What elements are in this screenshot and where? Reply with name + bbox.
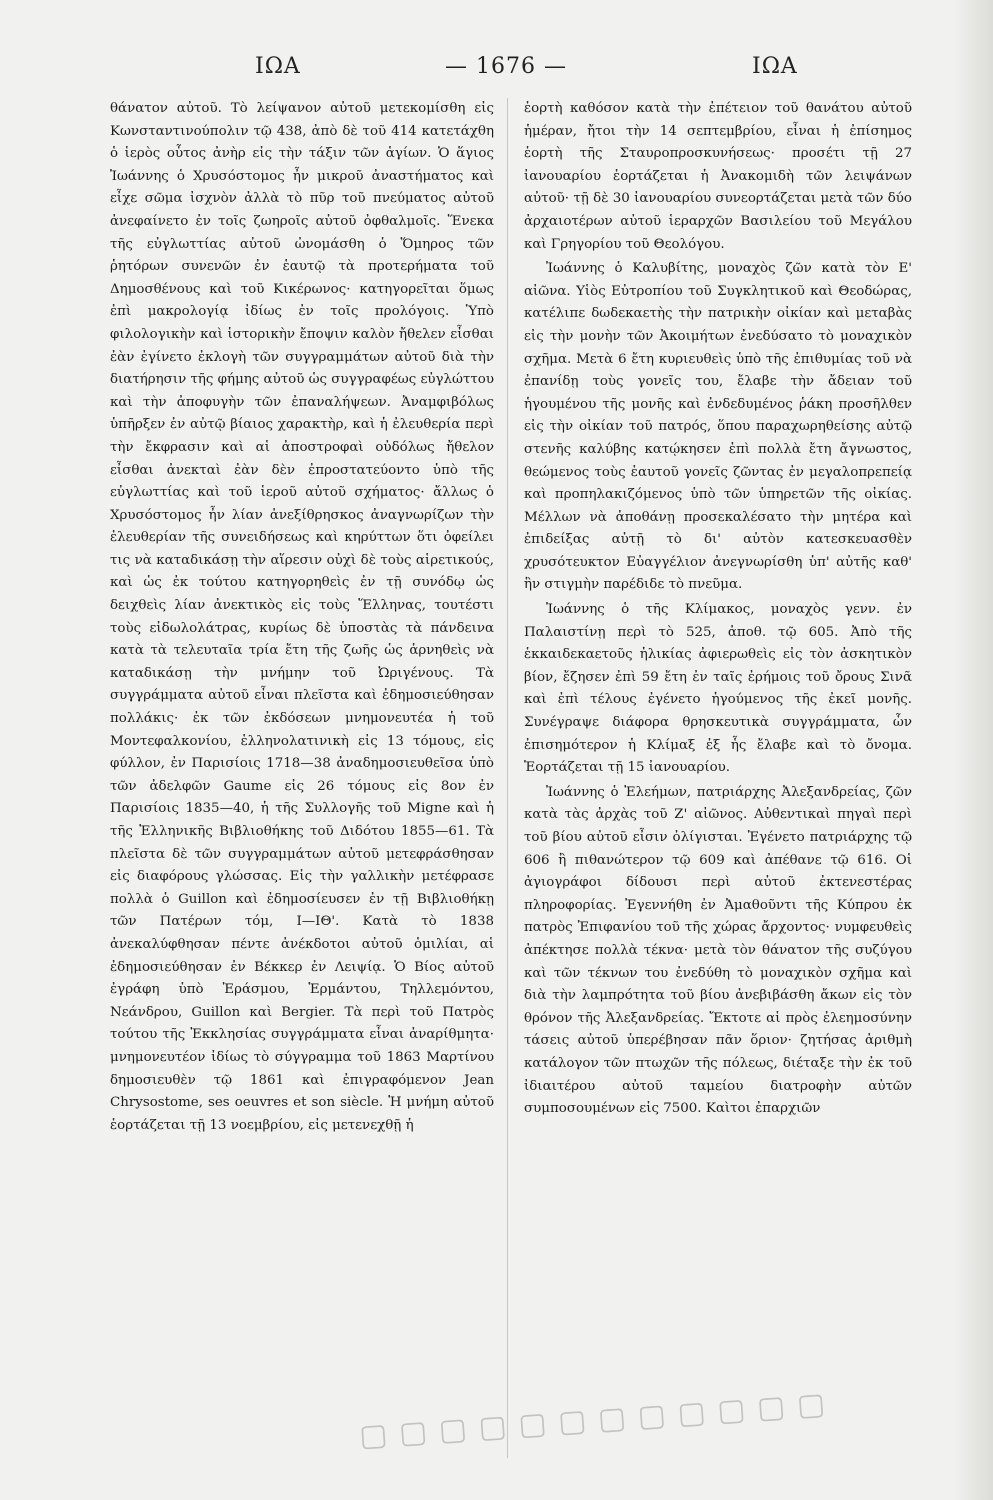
page-number: — 1676 — <box>445 54 567 79</box>
page-edge-shadow <box>953 0 993 1500</box>
header-right-keyword: ΙΩΑ <box>752 54 798 79</box>
column-divider <box>507 98 508 1458</box>
header-left-keyword: ΙΩΑ <box>255 54 301 79</box>
library-watermark: ▢ ▢ ▢ ▢ ▢ ▢ ▢ ▢ ▢ ▢ ▢ ▢ <box>357 1386 828 1454</box>
entry-ioannes-kalyvites: Ἰωάννης ὁ Καλυβίτης, μοναχὸς ζῶν κατὰ τὸν Ε' αἰῶνα. Υἱὸς Εὐτροπίου τοῦ Συγκλητικοῦ καὶ Θεοδώρας, κατέλιπε δωδεκαετὴς τὴν πατρικὴν οἰκίαν καὶ μεταβὰς εἰς τὴν μονὴν τῶν Ἀκοιμήτων ἐνεδύσατο τὸ μοναχικὸν σχῆμα. Μετὰ 6 ἔτη κυριευθεὶς ὑπὸ τῆς ἐπιθυμίας τοῦ νὰ ἐπανίδῃ τοὺς γονεῖς του, ἔλαβε τὴν ἄδειαν τοῦ ἡγουμένου τῆς μονῆς καὶ ἐνδεδυμένος ῥάκη προσῆλθεν εἰς τὴν οἰκίαν τοῦ πατρός, ὅπου παραχωρηθείσης αὐτῷ στενῆς καλύβης κατῴκησεν ἐπὶ πολλὰ ἔτη ἄγνωστος, θεώμενος τοὺς ἑαυτοῦ γονεῖς ζῶντας ἐν μεγαλοπρεπείᾳ καὶ προπηλακιζόμενος ὑπὸ τῶν ὑπηρετῶν τῆς οἰκίας. Μέλλων νὰ ἀποθάνῃ προσεκαλέσατο τὴν μητέρα καὶ ἐπιδείξας αὐτῇ τὸ δι' αὐτὸν κατεσκευασθὲν χρυσότευκτον Εὐαγγέλιον ἀνεγνωρίσθη ὑπ' αὐτῆς καθ' ἣν στιγμὴν παρέδιδε τὸ πνεῦμα. <box>524 261 912 593</box>
right-column <box>524 98 912 1468</box>
left-column <box>110 98 494 1468</box>
right-paragraph: ἑορτὴ καθόσον κατὰ τὴν ἐπέτειον τοῦ θανάτου αὐτοῦ ἡμέραν, ἤτοι τὴν 14 σεπτεμβρίου, εἶναι ἡ ἐπίσημος ἑορτὴ τῆς Σταυροπροσκυνήσεως· προσέτι τῇ 27 ἰανουαρίου ἑορτάζεται ἡ Ἀνακομιδὴ τῶν λειψάνων αὐτοῦ· τῇ δὲ 30 ἰανουαρίου συνεορτάζεται μετὰ τῶν δύο ἀρχαιοτέρων αὐτοῦ ἱεραρχῶν Βασιλείου τοῦ Μεγάλου καὶ Γρηγορίου τοῦ Θεολόγου. <box>524 101 912 252</box>
entry-ioannes-klimakos: Ἰωάννης ὁ τῆς Κλίμακος, μοναχὸς γενν. ἐν Παλαιστίνῃ περὶ τὸ 525, ἀποθ. τῷ 605. Ἀπὸ τῆς ἑκκαιδεκαετοῦς ἡλικίας ἀφιερωθεὶς εἰς τὸν ἀσκητικὸν βίον, ἔζησεν ἐπὶ 59 ἔτη ἐν ταῖς ἐρήμοις τοῦ ὄρους Σινᾶ καὶ ἐπὶ τέλους ἐγένετο ἡγούμενος τῆς ἐκεῖ μονῆς. Συνέγραψε διάφορα θρησκευτικὰ συγγράμματα, ὧν ἐπισημότερον ἡ Κλίμαξ ἐξ ἧς ἔλαβε καὶ τὸ ὄνομα. Ἑορτάζεται τῇ 15 ἰανουαρίου. <box>524 602 912 776</box>
entry-ioannes-eleemon: Ἰωάννης ὁ Ἐλεήμων, πατριάρχης Ἀλεξανδρείας, ζῶν κατὰ τὰς ἀρχὰς τοῦ Ζ' αἰῶνος. Αὐθεντικαὶ πηγαὶ περὶ τοῦ βίου αὐτοῦ εἶσιν ὀλίγισται. Ἐγένετο πατριάρχης τῷ 606 ἢ πιθανώτερον τῷ 609 καὶ ἀπέθανε τῷ 616. Οἱ ἀγιογράφοι δίδουσι περὶ αὐτοῦ ἐκτενεστέρας πληροφορίας. Ἐγεννήθη ἐν Ἀμαθοῦντι τῆς Κύπρου ἐκ πατρὸς Ἐπιφανίου τοῦ τῆς χώρας ἄρχοντος· νυμφευθεὶς ἀπέκτησε πολλὰ τέκνα· μετὰ τὸν θάνατον τῆς συζύγου καὶ τῶν τέκνων του ἐνεδύθη τὸ μοναχικὸν σχῆμα καὶ διὰ τὴν λαμπρότητα τοῦ βίου ἀνεβιβάσθη ἄκων εἰς τὸν θρόνον τῆς Ἀλεξανδρείας. Ἔκτοτε αἱ πρὸς ἐλεημοσύνην τάσεις αὐτοῦ ὑπερέβησαν πᾶν ὅριον· ζητήσας ἀριθμὴ κατάλογον τῶν πτωχῶν τῆς πόλεως, διέταξε τὴν ἐκ τοῦ ἰδιαιτέρου αὐτοῦ ταμείου διατροφὴν αὐτῶν συμποσουμένων εἰς 7500. Καὶτοι ἐπαρχιῶν <box>524 784 912 1117</box>
left-paragraph: θάνατον αὐτοῦ. Τὸ λείψανον αὐτοῦ μετεκομίσθη εἰς Κωνσταντινούπολιν τῷ 438, ἀπὸ δὲ τοῦ 414 κατετάχθη ὁ ἱερὸς οὗτος ἀνὴρ εἰς τὴν τάξιν τῶν ἁγίων. Ὁ ἅγιος Ἰωάννης ὁ Χρυσόστομος ἦν μικροῦ ἀναστήματος καὶ εἶχε σῶμα ἰσχνὸν ἀλλὰ τὸ πῦρ τοῦ πνεύματος αὐτοῦ ἀνεφαίνετο ἐν τοῖς ζωηροῖς αὐτοῦ ὀφθαλμοῖς. Ἕνεκα τῆς εὐγλωττίας αὐτοῦ ὠνομάσθη ὁ Ὅμηρος τῶν ῥητόρων συνενῶν ἐν ἑαυτῷ τὰ προτερήματα τοῦ Δημοσθένους καὶ τοῦ Κικέρωνος· κατηγορεῖται ὅμως ἐπὶ μακρολογίᾳ ἰδίως ἐν τοῖς προλόγοις. Ὑπὸ φιλολογικὴν καὶ ἱστορικὴν ἔποψιν καλὸν ἤθελεν εἶσθαι ἐὰν ἐγίνετο ἐκλογὴ τῶν συγγραμμάτων αὐτοῦ διὰ τὴν διατήρησιν τῆς φήμης αὐτοῦ ὡς συγγραφέως εὐγλώττου καὶ τὴν ἀποφυγὴν τῶν ἐπαναλήψεων. Ἀναμφιβόλως ὑπῆρξεν ἐν αὐτῷ βίαιος χαρακτὴρ, καὶ ἡ ἐλευθερία περὶ τὴν ἔκφρασιν καὶ αἱ ἀποστροφαὶ οὐδόλως ἤθελον εἶσθαι ἀνεκταὶ ἐὰν δὲν ἐπροστατεύοντο ὑπὸ τῆς εὐγλωττίας καὶ τοῦ ἱεροῦ αὐτοῦ σχήματος· ἄλλως ὁ Χρυσόστομος ἦν λίαν ἀνεξίθρησκος ἀναγνωρίζων τὴν ἐλευθερίαν τῆς συνειδήσεως καὶ κηρύττων ὅτι ὀφείλει τις νὰ καταδικάσῃ τὴν αἵρεσιν οὐχὶ δὲ τοὺς αἱρετικούς, καὶ ὡς ἐκ τούτου κατηγορηθεὶς ἐν τῇ συνόδῳ ὡς δειχθεὶς λίαν ἀνεκτικὸς εἰς τοὺς Ἕλληνας, τουτέστι τοὺς εἰδωλολάτρας, κυρίως δὲ ὑποστὰς τὰ πάνδεινα κατὰ τὰ τελευταῖα τρία ἔτη τῆς ζωῆς ὡς ἀρνηθεὶς νὰ καταδικάσῃ τὴν μνήμην τοῦ Ὠριγένους. Τὰ συγγράμματα αὐτοῦ εἶναι πλεῖστα καὶ ἐδημοσιεύθησαν πολλάκις· ἐκ τῶν ἐκδόσεων μνημονευτέα ἡ τοῦ Μοντεφαλκονίου, ἑλληνολατινικὴ εἰς 13 τόμους, εἰς φύλλον, ἐν Παρισίοις 1718—38 ἀναδημοσιευθεῖσα ὑπὸ τῶν ἀδελφῶν Gaume εἰς 26 τόμους εἰς 8ον ἐν Παρισίοις 1835—40, ἡ τῆς Συλλογῆς τοῦ Migne καὶ ἡ τῆς Ἑλληνικῆς Βιβλιοθήκης τοῦ Διδότου 1855—61. Τὰ πλεῖστα δὲ τῶν συγγραμμάτων αὐτοῦ μετεφράσθησαν εἰς διαφόρους γλώσσας. Εἰς τὴν γαλλικὴν μετέφρασε πολλὰ ὁ Guillon καὶ ἐδημοσίευσεν ἐν τῇ Βιβλιοθήκῃ τῶν Πατέρων τόμ, Ι—ΙΘ'. Κατὰ τὸ 1838 ἀνεκαλύφθησαν πέντε ἀνέκδοτοι αὐτοῦ ὁμιλίαι, αἱ ἐδημοσιεύθησαν ἐν Βέκκερ ἐν Λειψίᾳ. Ὁ Βίος αὐτοῦ ἐγράφη ὑπὸ Ἐράσμου, Ἑρμάντου, Τηλλεμόντου, Νεάνδρου, Guillon καὶ Bergier. Τὰ περὶ τοῦ Πατρὸς τούτου τῆς Ἐκκλησίας συγγράμματα εἶναι ἀναρίθμητα· μνημονευτέον ἰδίως τὸ σύγγραμμα τοῦ 1863 Μαρτίνου δημοσιευθὲν τῷ 1861 καὶ ἐπιγραφόμενον Jean Chrysostome, ses oeuvres et son siècle. Ἡ μνήμη αὐτοῦ ἑορτάζεται τῇ 13 νοεμβρίου, εἰς μετενεχθῇ ἡ <box>110 101 494 1133</box>
page-header <box>100 48 880 88</box>
